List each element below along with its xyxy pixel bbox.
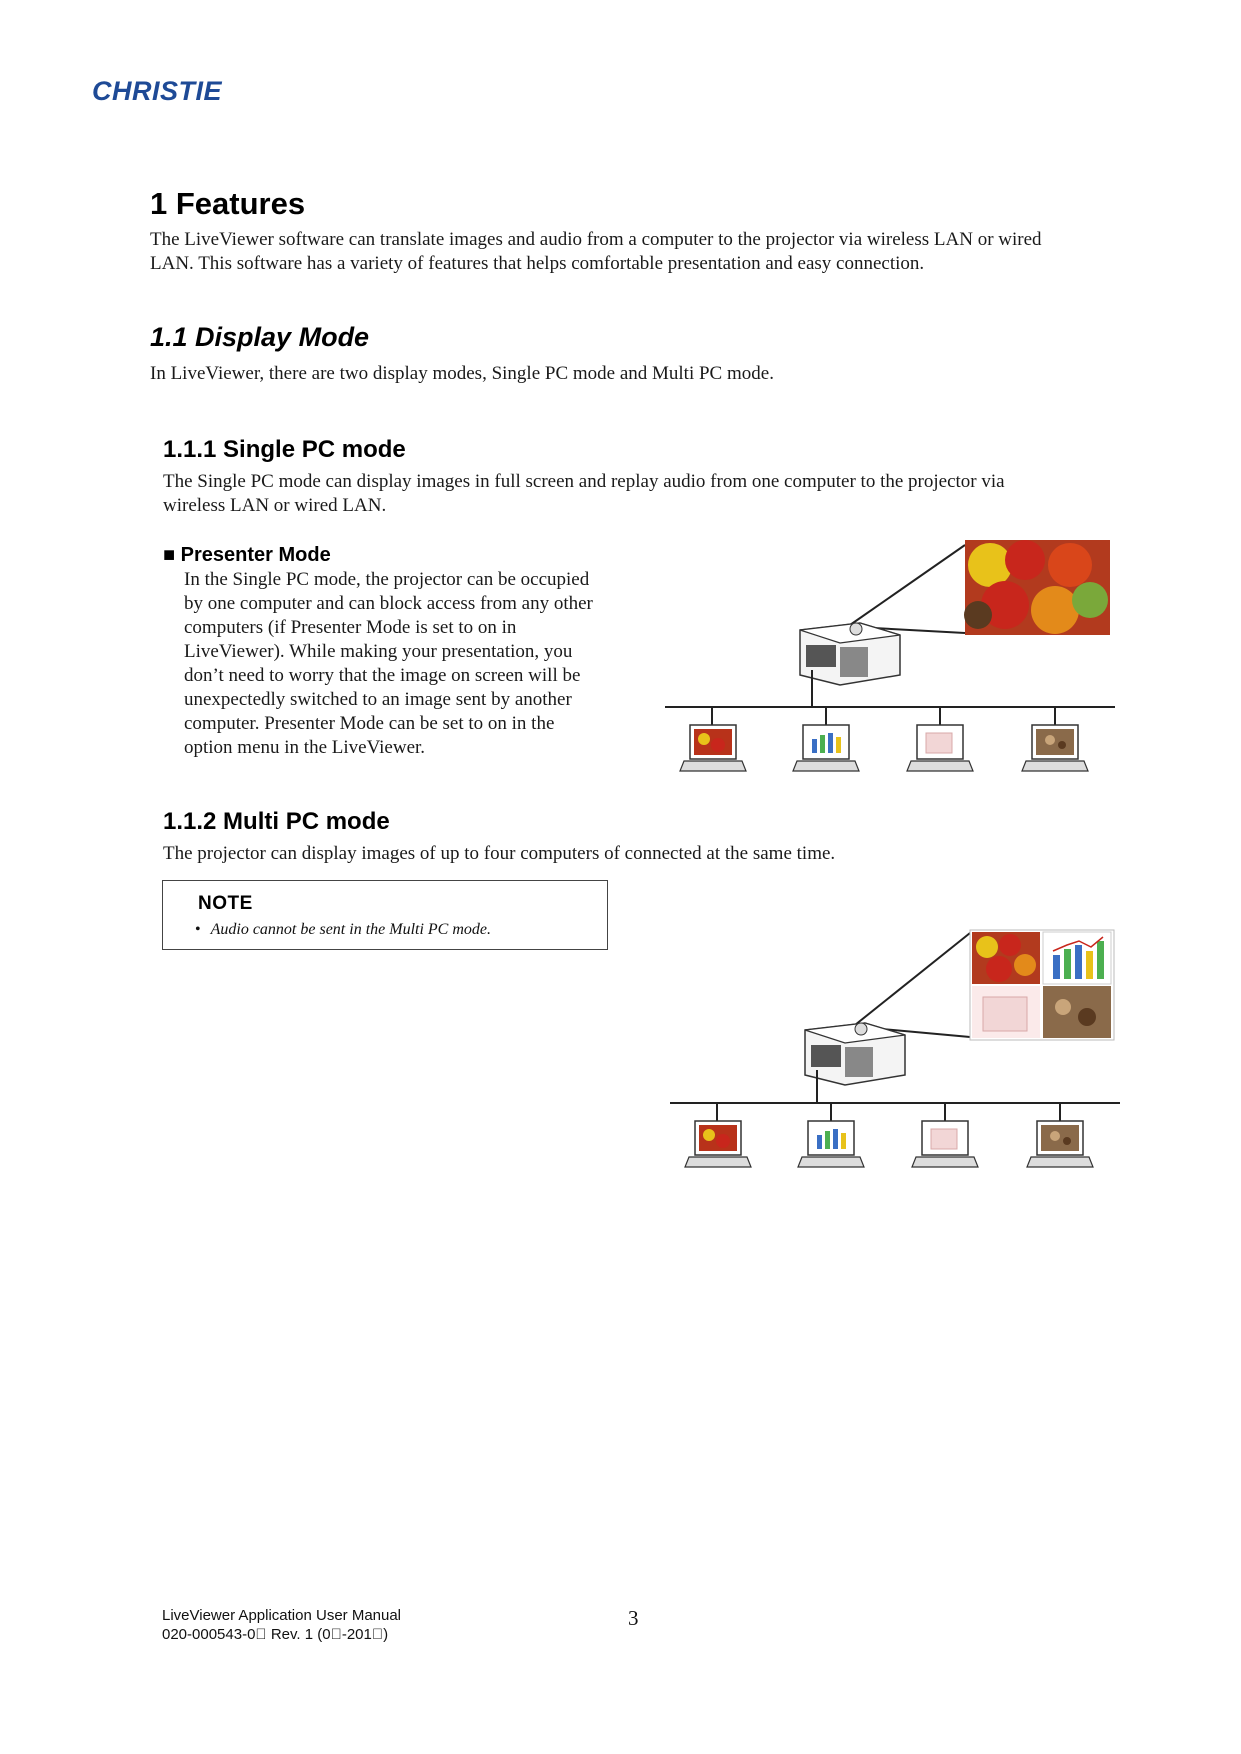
single-pc-body-line-2: wireless LAN or wired LAN. xyxy=(163,495,387,516)
presenter-line-8: option menu in the LiveViewer. xyxy=(184,737,426,758)
presenter-line-7: computer. Presenter Mode can be set to on in the xyxy=(184,713,555,734)
laptop-3-icon xyxy=(907,725,973,771)
display-mode-body: In LiveViewer, there are two display modes, Single PC mode and Multi PC mode. xyxy=(150,363,774,384)
multi-pc-diagram xyxy=(665,925,1130,1180)
laptop-2-icon xyxy=(793,725,859,771)
footer-doc-number: 020-000543-0  Rev. 1 (0 -201 ) xyxy=(162,1626,389,1643)
presenter-line-2: by one computer and can block access from any other xyxy=(184,593,593,614)
laptop-1-icon xyxy=(680,725,746,771)
presenter-mode-title: ■ Presenter Mode xyxy=(163,544,331,566)
section-title-multi-pc: 1.1.2 Multi PC mode xyxy=(163,808,390,835)
footer-manual-title: LiveViewer Application User Manual xyxy=(162,1607,402,1624)
note-bullet: • xyxy=(195,921,201,938)
projection-line-upper xyxy=(850,545,965,625)
features-body-line-1: The LiveViewer software can translate images and audio from a computer to the projector via wireless LAN or wired xyxy=(150,229,1042,250)
note-title: NOTE xyxy=(198,893,253,914)
section-title-features: 1 Features xyxy=(150,186,306,221)
page-number: 3 xyxy=(628,1606,639,1630)
multi-pc-body: The projector can display images of up to four computers of connected at the same time. xyxy=(163,843,836,864)
section-title-single-pc: 1.1.1 Single PC mode xyxy=(163,436,406,463)
presenter-line-3: computers (if Presenter Mode is set to on in xyxy=(184,617,517,638)
single-pc-diagram xyxy=(660,535,1125,785)
projector-icon xyxy=(805,1023,905,1085)
laptop-4-icon xyxy=(1022,725,1088,771)
laptop-1-icon xyxy=(685,1121,751,1167)
presenter-line-1: In the Single PC mode, the projector can be occupied xyxy=(184,569,590,590)
single-pc-body-line-1: The Single PC mode can display images in full screen and replay audio from one computer to the projector via xyxy=(163,471,1005,492)
logo-text: CHRISTIE xyxy=(92,76,223,106)
note-item xyxy=(195,921,491,939)
laptop-3-icon xyxy=(912,1121,978,1167)
christie-logo xyxy=(92,76,252,112)
note-item-text: Audio cannot be sent in the Multi PC mode. xyxy=(210,921,492,938)
presenter-line-6: unexpectedly switched to an image sent by another xyxy=(184,689,572,710)
projector-icon xyxy=(800,623,900,685)
section-title-display-mode: 1.1 Display Mode xyxy=(150,322,370,352)
laptop-2-icon xyxy=(798,1121,864,1167)
note-box xyxy=(162,880,608,950)
footer-doc-info xyxy=(162,1606,401,1644)
presenter-line-5: don’t need to worry that the image on screen will be xyxy=(184,665,581,686)
presenter-line-4: LiveViewer). While making your presentation, you xyxy=(184,641,573,662)
features-body-line-2: LAN. This software has a variety of features that helps comfortable presentation and easy connection. xyxy=(150,253,925,274)
projected-screen-fruit xyxy=(964,540,1110,635)
projected-screen-quad xyxy=(970,930,1114,1040)
projection-line-upper xyxy=(855,933,970,1025)
laptop-4-icon xyxy=(1027,1121,1093,1167)
